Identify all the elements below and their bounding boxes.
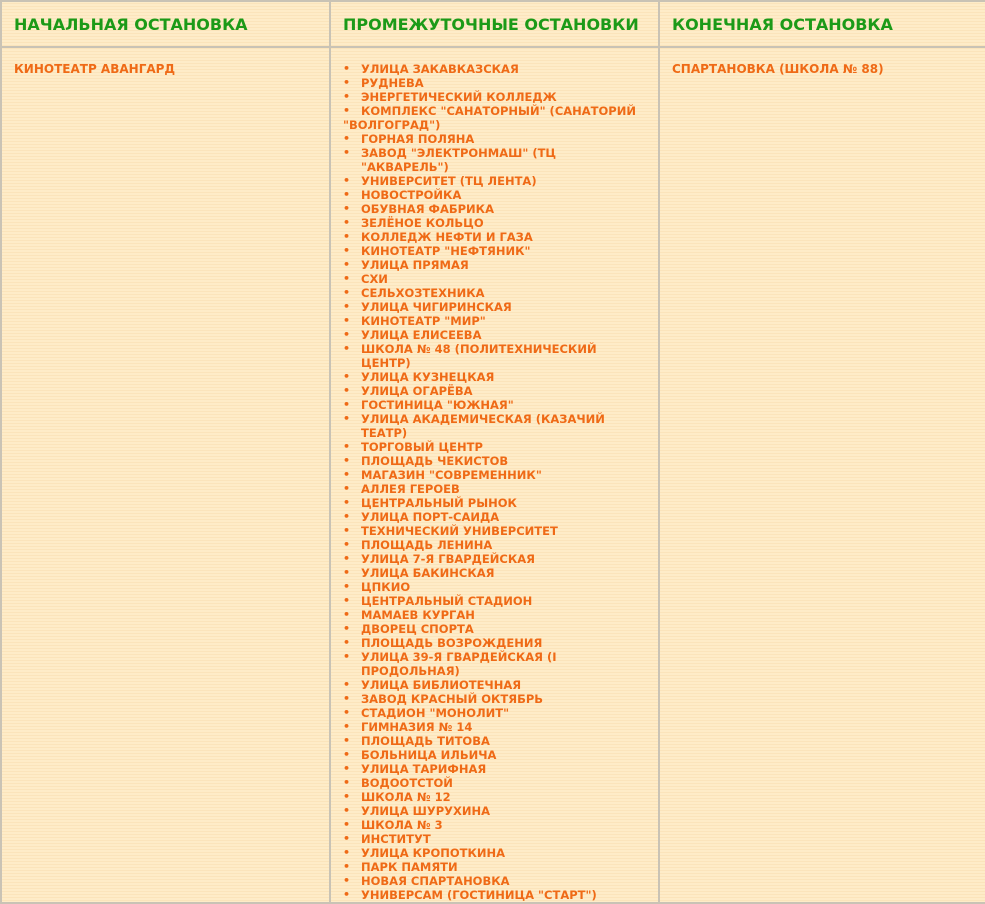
stop-list-item	[343, 566, 646, 580]
stop-name: УЛИЦА ЕЛИСЕЕВА	[361, 328, 482, 342]
stop-name: УЛИЦА ЧИГИРИНСКАЯ	[361, 300, 512, 314]
stop-list-item	[343, 748, 646, 762]
stop-name: КОМПЛЕКС "САНАТОРНЫЙ" (САНАТОРИЙ	[361, 104, 636, 118]
stop-list-item	[343, 370, 646, 384]
stop-name: УЛИЦА КРОПОТКИНА	[361, 846, 506, 860]
stop-list-item	[343, 412, 646, 440]
stop-name: УЛИЦА КУЗНЕЦКАЯ	[361, 370, 495, 384]
stop-name: НОВОСТРОЙКА	[361, 188, 462, 202]
stop-name: УНИВЕРСИТЕТ (ТЦ ЛЕНТА)	[361, 174, 537, 188]
stop-list-item	[343, 762, 646, 776]
stop-list-item	[343, 580, 646, 594]
stop-list-item	[343, 608, 646, 622]
stop-name-continuation: "ВОЛГОГРАД")	[343, 118, 441, 132]
stop-list-item	[343, 76, 646, 90]
stop-list-item	[343, 804, 646, 818]
stop-name: ЗАВОД "ЭЛЕКТРОНМАШ" (ТЦ "АКВАРЕЛЬ")	[361, 146, 557, 174]
stop-name: ШКОЛА № 48 (ПОЛИТЕХНИЧЕСКИЙ ЦЕНТР)	[361, 342, 597, 370]
stop-list-item	[343, 510, 646, 524]
stop-name: ШКОЛА № 12	[361, 790, 451, 804]
stop-name: ЦЕНТРАЛЬНЫЙ СТАДИОН	[361, 594, 533, 608]
stop-list-item	[343, 692, 646, 706]
stop-name: УЛИЦА ПРЯМАЯ	[361, 258, 469, 272]
stop-list-item	[343, 552, 646, 566]
stop-name: УЛИЦА ОГАРЁВА	[361, 384, 473, 398]
stop-name: РУДНЕВА	[361, 76, 424, 90]
stop-list-item	[343, 622, 646, 636]
stop-name: УНИВЕРСАМ (ГОСТИНИЦА "СТАРТ")	[361, 888, 597, 902]
header-start-stop: НАЧАЛЬНАЯ ОСТАНОВКА	[1, 1, 330, 47]
stop-name: ТЕХНИЧЕСКИЙ УНИВЕРСИТЕТ	[361, 524, 558, 538]
stop-list-item	[343, 524, 646, 538]
header-end-stop: КОНЕЧНАЯ ОСТАНОВКА	[659, 1, 985, 47]
intermediate-stops-list	[343, 62, 646, 902]
table-header-row	[1, 1, 985, 47]
stop-name: ЗЕЛЁНОЕ КОЛЬЦО	[361, 216, 484, 230]
end-stop-cell	[659, 47, 985, 903]
stop-name: АЛЛЕЯ ГЕРОЕВ	[361, 482, 460, 496]
stop-name: СТАДИОН "МОНОЛИТ"	[361, 706, 510, 720]
stop-name: МАГАЗИН "СОВРЕМЕННИК"	[361, 468, 542, 482]
stop-name: УЛИЦА БАКИНСКАЯ	[361, 566, 495, 580]
stop-name: ПЛОЩАДЬ ЛЕНИНА	[361, 538, 493, 552]
stop-list-item	[343, 244, 646, 258]
intermediate-stops-cell	[330, 47, 659, 903]
stop-list-item	[343, 846, 646, 860]
start-stop-name: КИНОТЕАТР АВАНГАРД	[14, 62, 176, 76]
stop-name: ГОРНАЯ ПОЛЯНА	[361, 132, 475, 146]
table-body-row	[1, 47, 985, 903]
stop-name: ДВОРЕЦ СПОРТА	[361, 622, 474, 636]
stop-list-item	[343, 62, 646, 76]
stop-list-item	[343, 454, 646, 468]
stop-name: НОВАЯ СПАРТАНОВКА	[361, 874, 510, 888]
stop-list-item	[343, 482, 646, 496]
stop-list-item	[343, 832, 646, 846]
stop-name: ТОРГОВЫЙ ЦЕНТР	[361, 440, 483, 454]
stop-list-item	[343, 174, 646, 188]
stop-list-item	[343, 384, 646, 398]
stop-list-item	[343, 706, 646, 720]
stop-list-item	[343, 202, 646, 216]
stop-list-item	[343, 594, 646, 608]
stop-name: КИНОТЕАТР "НЕФТЯНИК"	[361, 244, 531, 258]
stop-list-item	[343, 874, 646, 888]
stop-list-item	[343, 230, 646, 244]
stop-list-item	[343, 328, 646, 342]
stop-name: УЛИЦА ПОРТ-САИДА	[361, 510, 500, 524]
stop-name: УЛИЦА ЗАКАВКАЗСКАЯ	[361, 62, 519, 76]
stop-name: МАМАЕВ КУРГАН	[361, 608, 475, 622]
stop-name: ВОДООТСТОЙ	[361, 776, 453, 790]
stop-list-item	[343, 132, 646, 146]
stop-list-item	[343, 272, 646, 286]
stop-list-item	[343, 300, 646, 314]
stop-list-item	[343, 776, 646, 790]
stop-name: УЛИЦА 39-Я ГВАРДЕЙСКАЯ (I ПРОДОЛЬНАЯ)	[361, 650, 557, 678]
stop-name: ОБУВНАЯ ФАБРИКА	[361, 202, 494, 216]
stop-list-item	[343, 104, 646, 132]
stop-list-item	[343, 650, 646, 678]
stop-list-item	[343, 146, 646, 174]
stop-name: ПЛОЩАДЬ ВОЗРОЖДЕНИЯ	[361, 636, 543, 650]
stop-name: УЛИЦА 7-Я ГВАРДЕЙСКАЯ	[361, 552, 535, 566]
stop-name: КОЛЛЕДЖ НЕФТИ И ГАЗА	[361, 230, 533, 244]
stop-list-item	[343, 734, 646, 748]
stop-list-item	[343, 90, 646, 104]
stop-list-item	[343, 860, 646, 874]
stop-list-item	[343, 342, 646, 370]
stop-name: ЦПКИО	[361, 580, 411, 594]
stop-name: ШКОЛА № 3	[361, 818, 443, 832]
stop-name: СХИ	[361, 272, 388, 286]
stop-name: СЕЛЬХОЗТЕХНИКА	[361, 286, 485, 300]
stop-list-item	[343, 720, 646, 734]
stop-name: ИНСТИТУТ	[361, 832, 431, 846]
stop-name: УЛИЦА ШУРУХИНА	[361, 804, 490, 818]
stop-list-item	[343, 818, 646, 832]
end-stop-name: СПАРТАНОВКА (ШКОЛА № 88)	[672, 62, 884, 76]
stop-list-item	[343, 538, 646, 552]
stop-list-item	[343, 188, 646, 202]
stop-name: ЦЕНТРАЛЬНЫЙ РЫНОК	[361, 496, 517, 510]
stop-name: УЛИЦА АКАДЕМИЧЕСКАЯ (КАЗАЧИЙ ТЕАТР)	[361, 412, 605, 440]
stop-name: ПЛОЩАДЬ ТИТОВА	[361, 734, 490, 748]
header-intermediate-stops: ПРОМЕЖУТОЧНЫЕ ОСТАНОВКИ	[330, 1, 659, 47]
stop-name: ПЛОЩАДЬ ЧЕКИСТОВ	[361, 454, 509, 468]
stop-name: ГИМНАЗИЯ № 14	[361, 720, 473, 734]
stop-list-item	[343, 440, 646, 454]
stop-name: ЭНЕРГЕТИЧЕСКИЙ КОЛЛЕДЖ	[361, 90, 557, 104]
stop-list-item	[343, 258, 646, 272]
stop-name: УЛИЦА БИБЛИОТЕЧНАЯ	[361, 678, 522, 692]
stop-list-item	[343, 496, 646, 510]
stop-list-item	[343, 314, 646, 328]
stop-list-item	[343, 888, 646, 902]
stop-name: КИНОТЕАТР "МИР"	[361, 314, 486, 328]
stop-list-item	[343, 468, 646, 482]
stop-list-item	[343, 790, 646, 804]
stop-name: ГОСТИНИЦА "ЮЖНАЯ"	[361, 398, 514, 412]
stop-name: БОЛЬНИЦА ИЛЬИЧА	[361, 748, 497, 762]
stop-list-item	[343, 216, 646, 230]
stop-list-item	[343, 636, 646, 650]
start-stop-cell	[1, 47, 330, 903]
stop-list-item	[343, 678, 646, 692]
stop-name: ЗАВОД КРАСНЫЙ ОКТЯБРЬ	[361, 692, 544, 706]
stop-list-item	[343, 398, 646, 412]
stop-name: ПАРК ПАМЯТИ	[361, 860, 458, 874]
stop-list-item	[343, 286, 646, 300]
stop-name: УЛИЦА ТАРИФНАЯ	[361, 762, 487, 776]
